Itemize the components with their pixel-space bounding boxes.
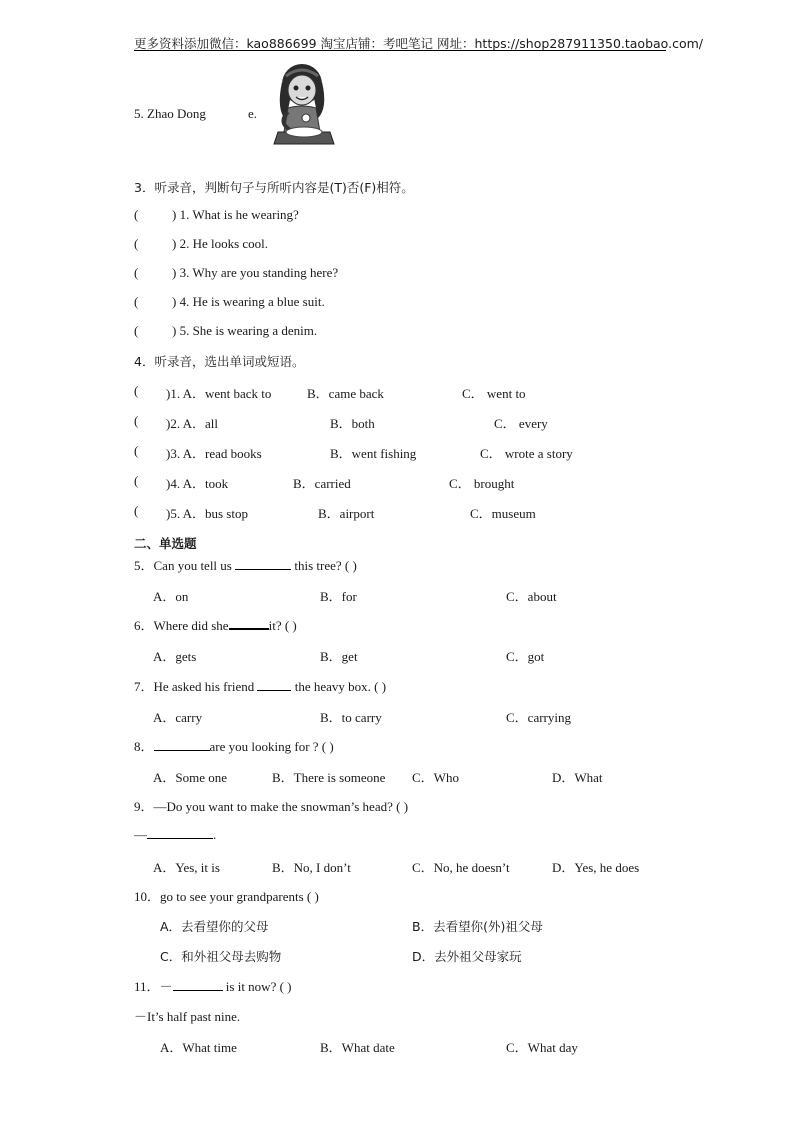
question-10-stem: 10．go to see your grandparents ( ): [134, 889, 319, 904]
section-4-item-1-open: (: [134, 383, 139, 398]
question-11-blank[interactable]: [173, 978, 223, 991]
question-7-option-c[interactable]: C．carrying: [506, 710, 571, 725]
section-4-item-4-b: B．carried: [293, 476, 351, 491]
question-11-option-c[interactable]: C．What day: [506, 1040, 578, 1055]
section-4-item-5-c: C．museum: [470, 506, 536, 521]
section-4-item-3-open: (: [134, 443, 139, 458]
question-11-stem: 11．－ is it now? ( ): [134, 979, 292, 994]
question-10-option-a[interactable]: A．去看望你的父母: [160, 919, 269, 934]
section-4-item-2-a: )2. A．all: [166, 416, 218, 431]
section-4-item-3-c: C． wrote a story: [480, 446, 573, 461]
match-item-5-name: 5. Zhao Dong: [134, 106, 206, 121]
section-4-item-3-a: )3. A．read books: [166, 446, 262, 461]
section-3-item-3: ( ) 3. Why are you standing here?: [134, 265, 339, 280]
header-divider: [134, 50, 666, 51]
section-3-item-1: ( ) 1. What is he wearing?: [134, 207, 299, 222]
match-item-5-letter: e.: [248, 106, 258, 121]
question-5-option-a[interactable]: A．on: [153, 589, 189, 604]
section-4-item-4-c: C． brought: [449, 476, 515, 491]
question-10-option-d[interactable]: D．去外祖父母家玩: [412, 949, 522, 964]
section-4-item-4-a: )4. A．took: [166, 476, 229, 491]
question-8-blank[interactable]: [154, 738, 210, 751]
question-11-reply: －It’s half past nine.: [134, 1009, 241, 1024]
question-9-option-d[interactable]: D．Yes, he does: [552, 860, 640, 875]
question-9-answer-line: — .: [134, 827, 217, 842]
question-5-option-b[interactable]: B．for: [320, 589, 357, 604]
question-7-option-a[interactable]: A．carry: [153, 710, 203, 725]
section-3-title: 3．听录音，判断句子与所听内容是(T)否(F)相符。: [134, 180, 414, 195]
question-8-stem: 8． are you looking for ? ( ): [134, 739, 334, 754]
question-9-option-a[interactable]: A．Yes, it is: [153, 860, 220, 875]
section-4-item-1-b: B．came back: [307, 386, 384, 401]
question-6-blank[interactable]: [229, 616, 269, 630]
section-4-item-2-b: B．both: [330, 416, 375, 431]
question-6-option-b[interactable]: B．get: [320, 649, 358, 664]
girl-illustration: [268, 60, 340, 150]
section-4-item-5-a: )5. A．bus stop: [166, 506, 248, 521]
question-7-blank[interactable]: [257, 678, 291, 691]
question-9-blank[interactable]: [147, 826, 213, 839]
section-4-item-1-a: )1. A．went back to: [166, 386, 272, 401]
section-4-item-1-c: C． went to: [462, 386, 526, 401]
question-8-option-b[interactable]: B．There is someone: [272, 770, 386, 785]
question-5-blank[interactable]: [235, 557, 291, 570]
question-11-option-a[interactable]: A．What time: [160, 1040, 237, 1055]
question-11-option-b[interactable]: B．What date: [320, 1040, 395, 1055]
question-5-stem: 5．Can you tell us this tree? ( ): [134, 558, 357, 573]
question-10-option-b[interactable]: B．去看望你(外)祖父母: [412, 919, 543, 934]
question-10-option-c[interactable]: C．和外祖父母去购物: [160, 949, 282, 964]
section-4-item-2-c: C． every: [494, 416, 548, 431]
section-3-item-2: ( ) 2. He looks cool.: [134, 236, 269, 251]
question-9-option-b[interactable]: B．No, I don’t: [272, 860, 351, 875]
question-6-stem: 6．Where did she it? ( ): [134, 618, 297, 633]
question-8-option-a[interactable]: A．Some one: [153, 770, 228, 785]
question-8-option-c[interactable]: C．Who: [412, 770, 459, 785]
question-9-stem: 9．—Do you want to make the snowman’s head? ( ): [134, 799, 409, 814]
section-3-item-4: ( ) 4. He is wearing a blue suit.: [134, 294, 325, 309]
part-2-title: 二、单选题: [134, 536, 197, 551]
question-7-option-b[interactable]: B．to carry: [320, 710, 382, 725]
question-7-stem: 7．He asked his friend the heavy box. ( ): [134, 679, 387, 694]
question-9-option-c[interactable]: C．No, he doesn’t: [412, 860, 510, 875]
question-6-option-a[interactable]: A．gets: [153, 649, 197, 664]
section-4-title: 4．听录音，选出单词或短语。: [134, 354, 305, 369]
section-4-item-5-open: (: [134, 503, 139, 518]
section-4-item-4-open: (: [134, 473, 139, 488]
section-3-item-5: ( ) 5. She is wearing a denim.: [134, 323, 318, 338]
section-4-item-5-b: B．airport: [318, 506, 375, 521]
question-6-option-c[interactable]: C．got: [506, 649, 545, 664]
question-5-option-c[interactable]: C．about: [506, 589, 557, 604]
question-8-option-d[interactable]: D．What: [552, 770, 603, 785]
section-4-item-3-b: B．went fishing: [330, 446, 417, 461]
page-header: 更多资料添加微信：kao886699 淘宝店铺：考吧笔记 网址：https://shop287911350.taobao.com/: [134, 36, 703, 51]
section-4-item-2-open: (: [134, 413, 139, 428]
